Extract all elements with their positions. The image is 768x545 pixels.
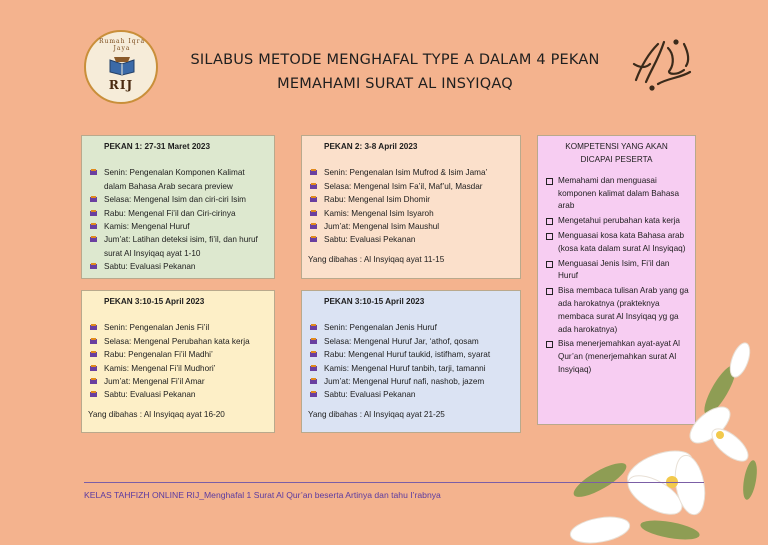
list-item [544,175,689,213]
book-bullet-icon [90,351,97,358]
list-item [88,193,268,206]
competency-header-line1: KOMPETENSI YANG AKAN [565,142,668,151]
logo-initials: RIJ [108,78,134,92]
list-item [544,258,689,284]
week4-item-1: Senin: Pengenalan Jenis Huruf [324,323,437,333]
list-item [308,321,514,334]
week1-header: PEKAN 1: 27-31 Maret 2023 [104,142,211,151]
week2-item-6: Sabtu: Evaluasi Pekanan [324,235,416,245]
competency-item-4: Menguasai Jenis Isim, Fi’il dan Huruf [558,258,670,281]
week3-item-2: Selasa: Mengenal Perubahan kata kerja [104,336,250,346]
week2-note: Yang dibahas : Al Insyiqaq ayat 11-15 [308,254,445,264]
book-bullet-icon [90,365,97,372]
week2-list [308,166,514,246]
week2-item-2: Selasa: Mengenal Isim Fa’il, Maf’ul, Masdar [324,181,483,191]
book-bullet-icon [310,365,317,372]
week3-card [81,290,275,433]
checkbox-icon [546,178,553,185]
competency-item-5: Bisa membaca tulisan Arab yang ga ada harokatnya (prakteknya membaca surat Al Insyiqaq yg ga ada harokatnya) [558,286,689,334]
week3-item-6: Sabtu: Evaluasi Pekanan [104,390,196,400]
flower-decoration-icon [560,330,768,545]
week3-item-5: Jum’at: Mengenal Fi’il Amar [104,377,205,387]
book-bullet-icon [310,236,317,243]
book-bullet-icon [90,391,97,398]
week4-card [301,290,521,433]
book-bullet-icon [90,236,97,243]
week1-item-6: Sabtu: Evaluasi Pekanan [104,262,196,272]
book-bullet-icon [310,324,317,331]
list-item [308,193,514,206]
week1-item-3: Rabu: Mengenal Fi’il dan Ciri-cirinya [104,208,236,218]
page-title-line1: SILABUS METODE MENGHAFAL TYPE A DALAM 4 PEKAN [190,52,600,68]
week2-item-3: Rabu: Mengenal Isim Dhomir [324,195,431,205]
footer-text: KELAS TAHFIZH ONLINE RIJ_Menghafal 1 Surat Al Qur’an beserta Artinya dan tahu I’rabnya [84,490,441,500]
book-bullet-icon [90,324,97,331]
page-title-line2: MEMAHAMI SURAT AL INSYIQAQ [277,76,513,92]
week1-list [88,166,268,273]
list-item [88,220,268,233]
week1-item-1: Senin: Pengenalan Komponen Kalimat dalam Bahasa Arab secara preview [104,168,245,191]
week3-item-4: Kamis: Mengenal Fi’il Mudhori’ [104,363,216,373]
list-item [88,260,268,273]
list-item [544,215,689,228]
book-bullet-icon [310,391,317,398]
book-bullet-icon [310,196,317,203]
checkbox-icon [546,233,553,240]
list-item [88,166,268,193]
competency-item-3: Menguasai kosa kata Bahasa arab (kosa kata dalam surat Al Insyiqaq) [558,231,686,253]
book-bullet-icon [90,223,97,230]
book-bullet-icon [90,196,97,203]
list-item [88,335,268,348]
week2-card [301,135,521,279]
list-item [308,335,514,348]
week4-item-2: Selasa: Mengenal Huruf Jar, ‘athof, qosam [324,336,479,346]
week2-item-4: Kamis: Mengenal Isim Isyaroh [324,208,434,218]
logo-arc-text: Rumah Iqra Jaya [98,38,146,52]
book-bullet-icon [90,169,97,176]
week4-item-4: Kamis: Mengenal Huruf tanbih, tarji, tamanni [324,363,486,373]
week4-list [308,321,514,401]
book-bullet-icon [90,210,97,217]
week4-item-3: Rabu: Mengenal Huruf taukid, istifham, syarat [324,350,491,360]
book-bullet-icon [310,183,317,190]
competency-header [544,140,689,167]
week4-item-6: Sabtu: Evaluasi Pekanan [324,390,416,400]
book-bullet-icon [310,210,317,217]
week2-header: PEKAN 2: 3-8 April 2023 [324,142,418,151]
book-bullet-icon [310,169,317,176]
week1-item-4: Kamis: Mengenal Huruf [104,222,190,232]
book-bullet-icon [90,263,97,270]
list-item [88,233,268,260]
list-item [88,362,268,375]
list-item [88,375,268,388]
week1-item-5: Jum’at: Latihan deteksi isim, fi’il, dan huruf surat Al Insyiqaq ayat 1-10 [104,235,258,258]
quran-book-icon [108,54,136,76]
week3-item-1: Senin: Pengenalan Jenis Fi’il [104,323,210,333]
week4-item-5: Jum’at: Mengenal Huruf nafi, nashob, jazem [324,377,485,387]
list-item [308,233,514,246]
book-bullet-icon [310,351,317,358]
book-bullet-icon [310,378,317,385]
week4-note: Yang dibahas : Al Insyiqaq ayat 21-25 [308,409,445,419]
list-item [308,375,514,388]
list-item [544,230,689,256]
list-item [308,362,514,375]
competency-header-line2: DICAPAI PESERTA [580,155,653,165]
list-item [308,180,514,193]
list-item [308,388,514,401]
week1-item-2: Selasa: Mengenal Isim dan ciri-ciri Isim [104,195,246,205]
week3-header: PEKAN 3:10-15 April 2023 [104,297,205,306]
list-item [88,207,268,220]
week2-item-5: Jum’at: Mengenal Isim Maushul [324,222,440,232]
week4-header: PEKAN 3:10-15 April 2023 [324,297,425,306]
checkbox-icon [546,218,553,225]
list-item [88,388,268,401]
list-item [308,166,514,179]
list-item [308,207,514,220]
book-bullet-icon [90,378,97,385]
competency-item-6: Bisa menerjemahkan ayat-ayat Al Qur’an (menerjemahkan surat Al Insyiqaq) [558,339,680,374]
checkbox-icon [546,261,553,268]
book-bullet-icon [310,338,317,345]
list-item [544,285,689,336]
list-item [308,220,514,233]
list-item [88,321,268,334]
book-bullet-icon [90,338,97,345]
list-item [308,348,514,361]
week2-item-1: Senin: Pengenalan Isim Mufrod & Isim Jama’ [324,168,488,178]
quran-calligraphy-icon [628,34,698,92]
list-item [88,348,268,361]
rij-logo [84,30,158,104]
competency-item-1: Memahami dan menguasai komponen kalimat dalam Bahasa arab [558,175,680,211]
week3-list [88,321,268,401]
footer-divider [84,482,704,483]
week3-note: Yang dibahas : Al Insyiqaq ayat 16-20 [88,409,225,419]
checkbox-icon [546,341,553,348]
week1-card [81,135,275,279]
week3-item-3: Rabu: Pengenalan Fi’il Madhi’ [104,350,213,360]
book-bullet-icon [310,223,317,230]
competency-item-2: Mengetahui perubahan kata kerja [558,216,680,226]
checkbox-icon [546,288,553,295]
